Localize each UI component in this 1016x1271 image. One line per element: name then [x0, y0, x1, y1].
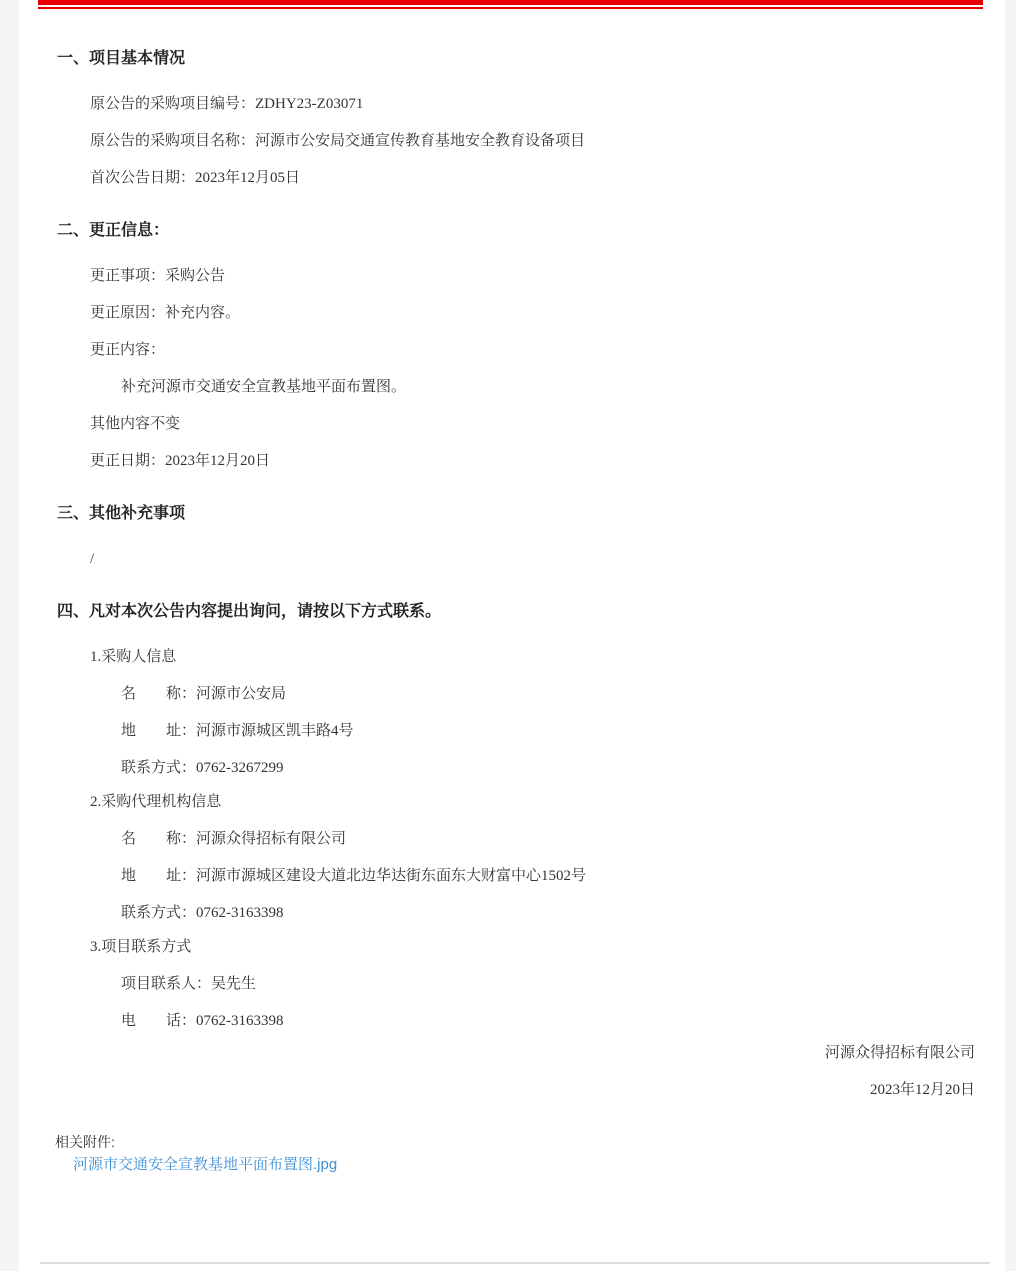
accent-bar-thin	[38, 7, 983, 9]
notice-document	[19, 0, 1005, 1271]
signature-block	[57, 1043, 985, 1100]
project-contact-phone-line: 电 话：0762-3163398	[121, 1013, 284, 1029]
signature-company: 河源众得招标有限公司	[824, 1045, 975, 1061]
correction-reason-line: 更正原因：补充内容。	[90, 305, 241, 321]
correction-item-line: 更正事项：采购公告	[90, 268, 226, 284]
section-heading-other-supplement: 三、其他补充事项	[57, 505, 186, 522]
project-name-line: 原公告的采购项目名称：河源市公安局交通宣传教育基地安全教育设备项目	[90, 133, 586, 149]
correction-content-detail: 补充河源市交通安全宣教基地平面布置图。	[121, 379, 407, 395]
first-announce-date-line: 首次公告日期：2023年12月05日	[90, 170, 301, 186]
agency-contact-line: 联系方式：0762-3163398	[121, 905, 284, 921]
purchaser-info-title: 1.采购人信息	[90, 649, 177, 665]
agency-name-line: 名 称：河源众得招标有限公司	[121, 831, 347, 847]
agency-info-title: 2.采购代理机构信息	[90, 794, 222, 810]
notice-body	[19, 48, 1005, 1100]
correction-content-label: 更正内容：	[90, 342, 166, 358]
section-heading-contact: 四、凡对本次公告内容提出询问，请按以下方式联系。	[57, 603, 442, 620]
project-contact-person-line: 项目联系人：吴先生	[121, 976, 257, 992]
project-contact-title: 3.项目联系方式	[90, 939, 192, 955]
attachment-file-link[interactable]: 河源市交通安全宣教基地平面布置图.jpg	[73, 1156, 338, 1173]
section-heading-correction-info: 二、更正信息：	[57, 222, 170, 239]
bottom-divider	[40, 1262, 990, 1264]
attachments-section	[19, 1132, 1005, 1175]
other-content-unchanged-line: 其他内容不变	[90, 416, 181, 432]
header-accent-bars	[19, 0, 1005, 9]
purchaser-name-line: 名 称：河源市公安局	[121, 686, 287, 702]
agency-address-line: 地 址：河源市源城区建设大道北边华达街东面东大财富中心1502号	[121, 868, 587, 884]
attachments-label: 相关附件:	[55, 1134, 115, 1150]
signature-date: 2023年12月20日	[869, 1082, 975, 1098]
accent-bar-thick	[38, 0, 983, 5]
purchaser-address-line: 地 址：河源市源城区凯丰路4号	[121, 723, 354, 739]
purchaser-contact-line: 联系方式：0762-3267299	[121, 760, 284, 776]
correction-date-line: 更正日期：2023年12月20日	[90, 453, 271, 469]
section-heading-basic-info: 一、项目基本情况	[57, 50, 186, 67]
project-number-line: 原公告的采购项目编号：ZDHY23-Z03071	[90, 96, 364, 112]
other-supplement-placeholder: /	[90, 551, 95, 567]
